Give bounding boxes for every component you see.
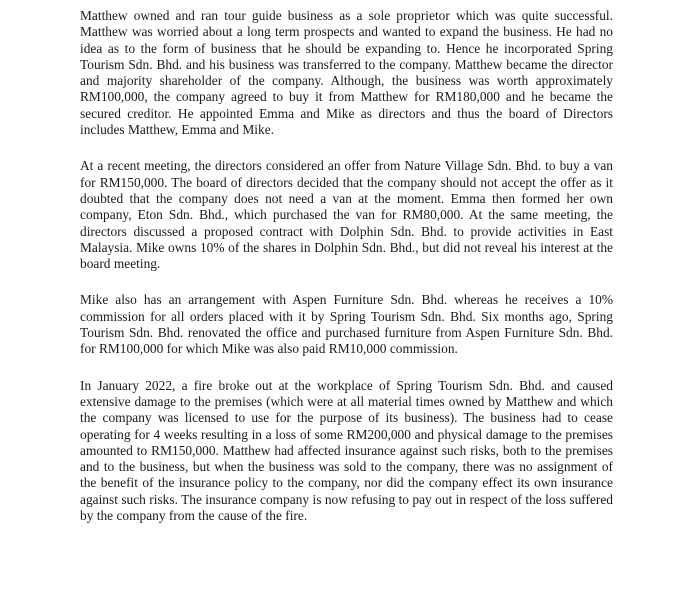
paragraph-fire-insurance: In January 2022, a fire broke out at the workplace of Spring Tourism Sdn. Bhd. and caused extensive damage to the premises (which were at all material times owned by Matthew and which the company was licensed to use for the purpose of its business). The business had to cease operating for 4 weeks resulting in a loss of some RM200,000 and physical damage to the premises amounted to RM150,000. Matthew had affected insurance against such risks, both to the premises and to the business, but when the business was sold to the company, there was no assignment of the benefit of the insurance policy to the company, nor did the company effect its own insurance against such risks. The insurance company is now refusing to pay out in respect of the loss suffered by the company from the cause of the fire. <box>80 377 613 524</box>
paragraph-board-meeting: At a recent meeting, the directors considered an offer from Nature Village Sdn. Bhd. to buy a van for RM150,000. The board of directors decided that the company should not accept the offer as it doubted that the company does not need a van at the moment. Emma then formed her own company, Eton Sdn. Bhd., which purchased the van for RM80,000. At the same meeting, the directors discussed a proposed contract with Dolphin Sdn. Bhd. to provide activities in East Malaysia. Mike owns 10% of the shares in Dolphin Sdn. Bhd., but did not reveal his interest at the board meeting. <box>80 158 613 272</box>
document-body <box>80 8 613 544</box>
paragraph-matthew-business: Matthew owned and ran tour guide business as a sole proprietor which was quite successful. Matthew was worried about a long term prospects and wanted to expand the business. He had no idea as to the form of business that he should be expanding to. Hence he incorporated Spring Tourism Sdn. Bhd. and his business was transferred to the company. Matthew became the director and majority shareholder of the company. Although, the business was worth approximately RM100,000, the company agreed to buy it from Matthew for RM180,000 and he became the secured creditor. He appointed Emma and Mike as directors and thus the board of Directors includes Matthew, Emma and Mike. <box>80 8 613 138</box>
paragraph-aspen-commission: Mike also has an arrangement with Aspen Furniture Sdn. Bhd. whereas he receives a 10% commission for all orders placed with it by Spring Tourism Sdn. Bhd. Six months ago, Spring Tourism Sdn. Bhd. renovated the office and purchased furniture from Aspen Furniture Sdn. Bhd. for RM100,000 for which Mike was also paid RM10,000 commission. <box>80 292 613 357</box>
